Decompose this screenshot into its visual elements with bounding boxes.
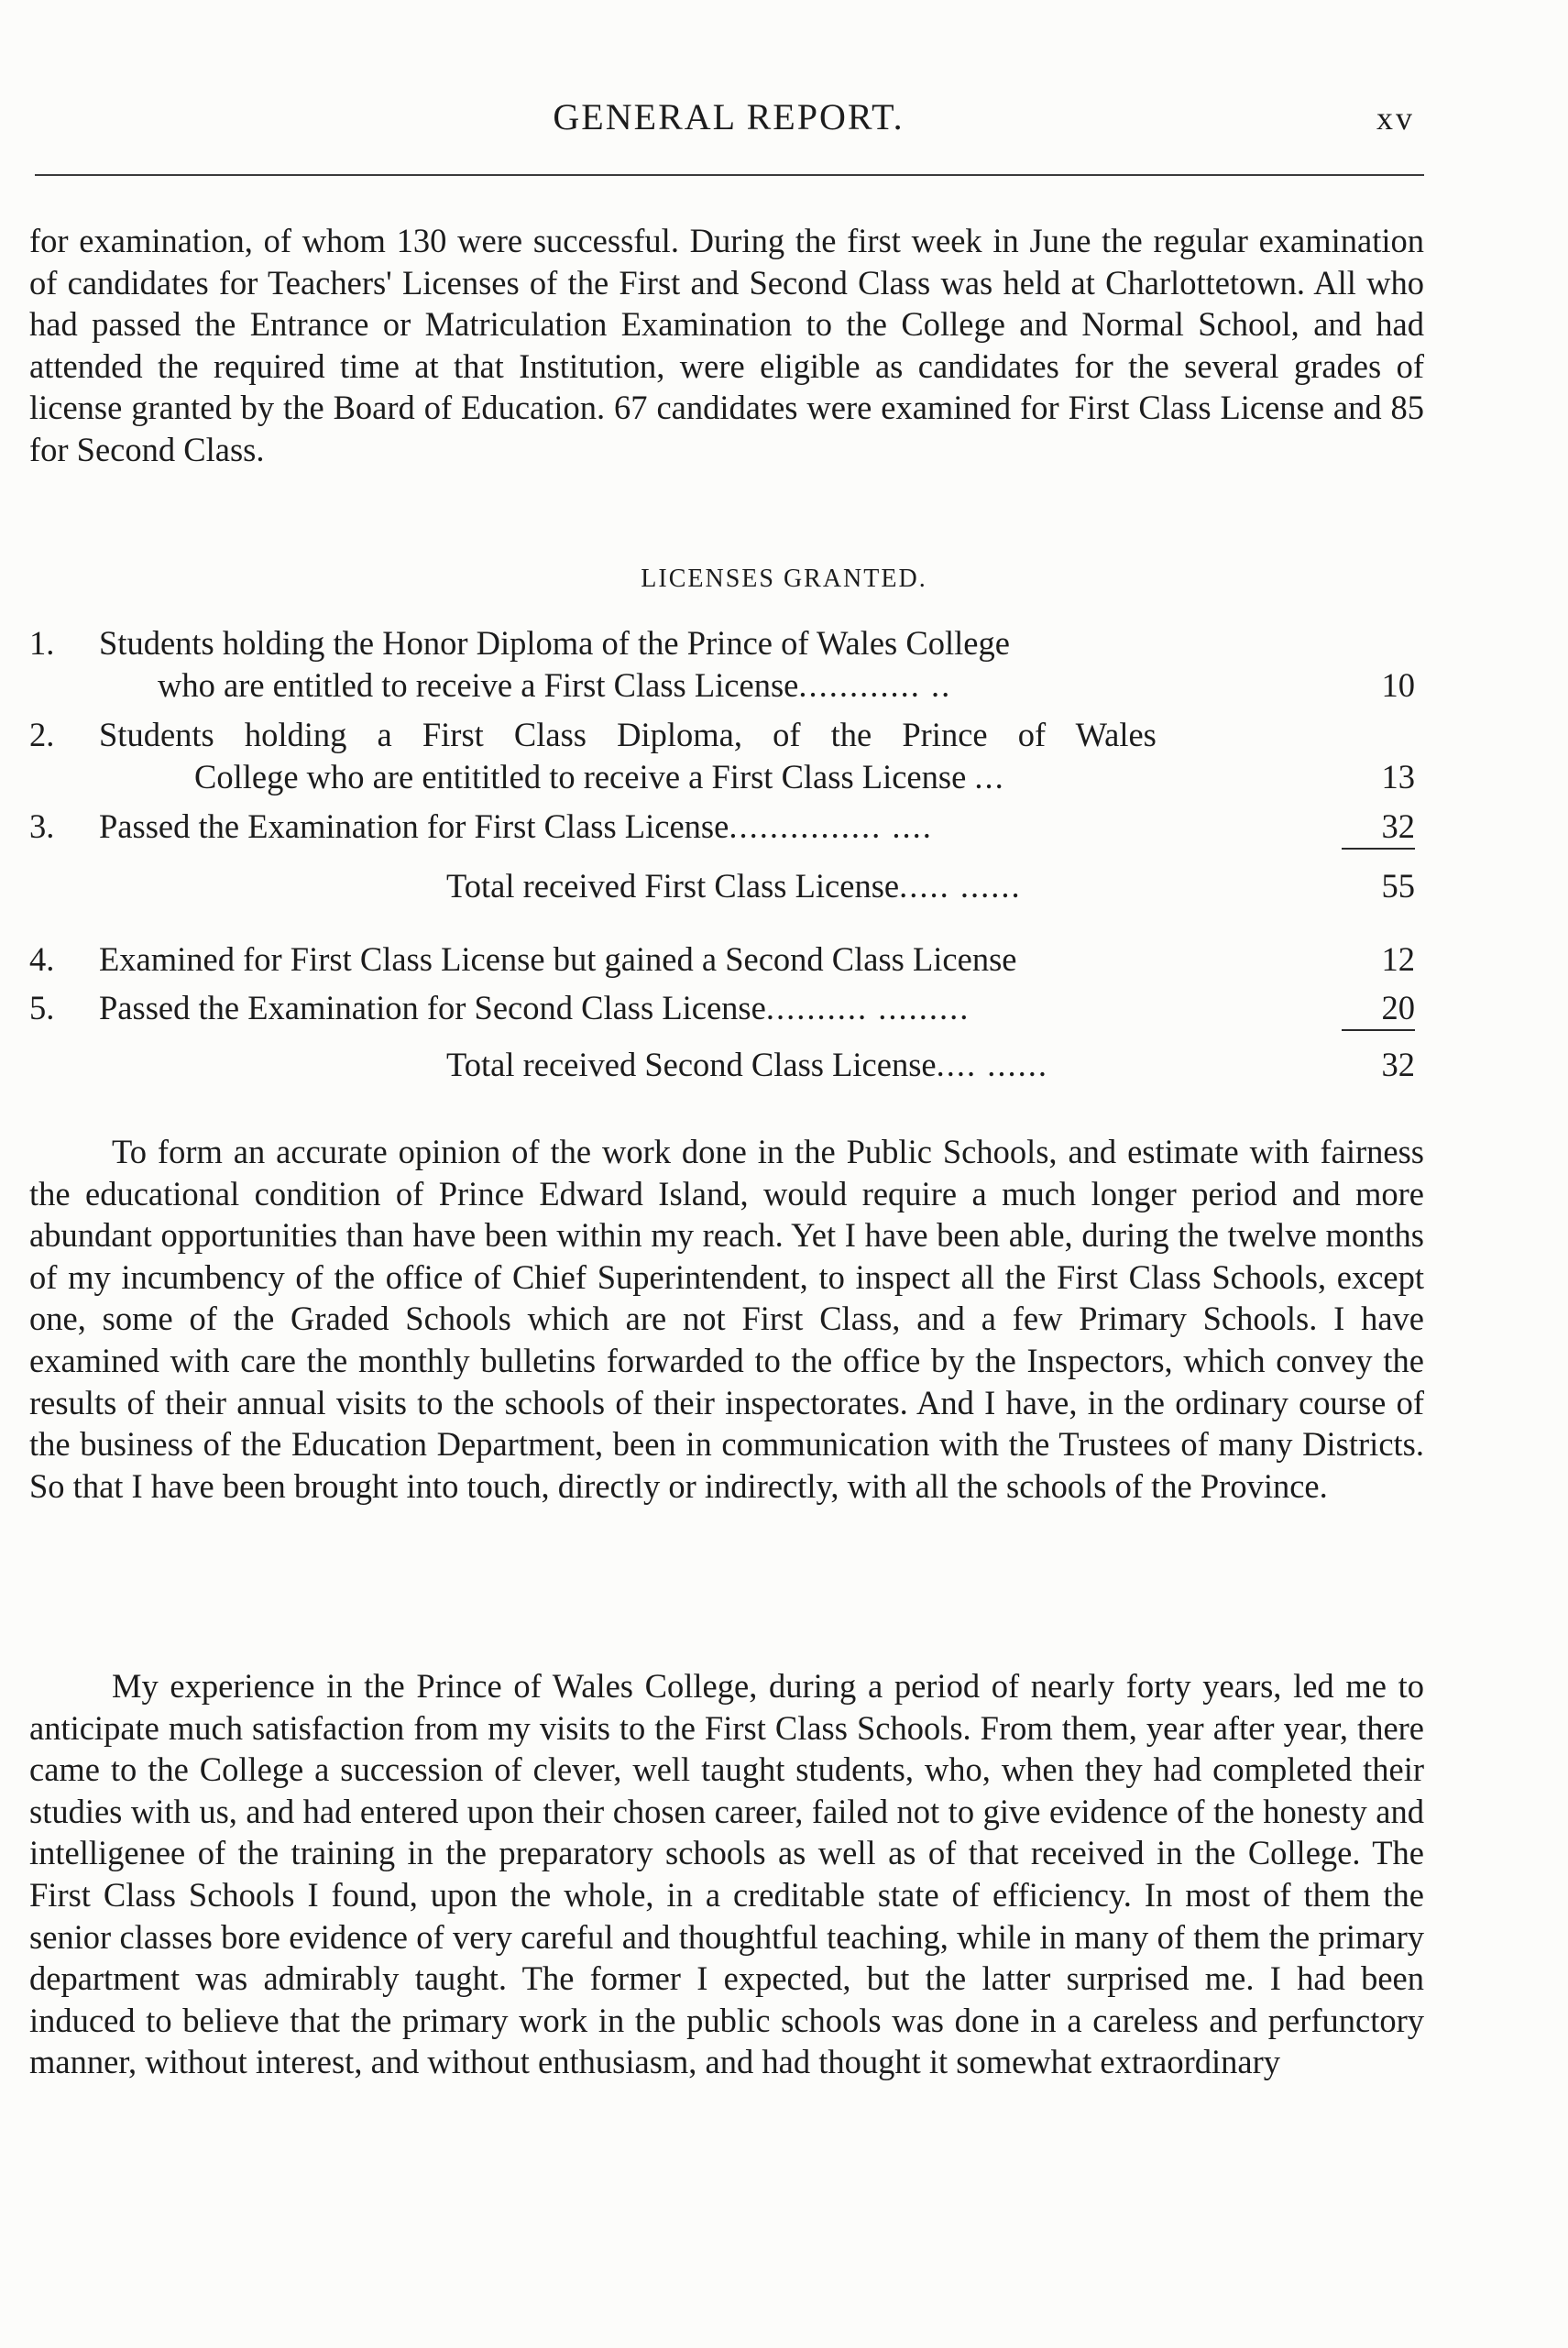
item-value: 12 (1381, 940, 1415, 978)
item-text-line1: Students holding a First Class Diploma, of the Prince of Wales (99, 716, 1157, 753)
item-value: 13 (1381, 758, 1415, 795)
leader-dots: ... (974, 758, 1005, 795)
item-number: 5. (29, 989, 55, 1026)
item-value: 32 (1342, 806, 1415, 850)
item-text-line1: Passed the Examination for First Class License (99, 807, 729, 845)
item-number: 1. (29, 624, 55, 662)
leader-dots: ..... ...... (899, 867, 1022, 905)
item-value: 20 (1342, 988, 1415, 1031)
page-number: xv (1376, 100, 1415, 137)
total-label: Total received First Class License (446, 867, 900, 905)
leader-dots: .... ...... (936, 1046, 1048, 1083)
leader-dots: .......... ......... (765, 989, 970, 1026)
paragraph-1: for examination, of whom 130 were successful. During the first week in June the regular examination of candidates for Teachers' Licenses of the First and Second Class was held at Charlottetown. All who had passed the Entrance or Matriculation Examination to the College and Normal School, and had attended the required time at that Institution, were eligible as candidates for the several grades of license granted by the Board of Education. 67 candidates were examined for First Class License and 85 for Second Class. (29, 222, 1424, 468)
item-text-line1: Students holding the Honor Diploma of the Prince of Wales College (99, 624, 1010, 662)
leader-dots: ............ .. (798, 666, 952, 704)
item-text-line1: Passed the Examination for Second Class License (99, 989, 766, 1026)
paragraph-2: To form an accurate opinion of the work done in the Public Schools, and estimate with fairness the educational condition of Prince Edward Island, would require a much longer period and more abundant opportunities than have been within my reach. Yet I have been able, during the twelve months of my incumbency of the office of Chief Superintendent, to inspect all the First Class Schools, except one, some of the Graded Schools which are not First Class, and a few Primary Schools. I have examined with care the monthly bulletins forwarded to the office by the Inspectors, which convey the results of their annual visits to the schools of their inspectorates. And I have, in the ordinary course of the business of the Education Department, been in communication with the Trustees of many Districts. So that I have been brought into touch, directly or indirectly, with all the schools of the Province. (29, 1133, 1424, 1505)
item-text-line2: who are entitled to receive a First Class License (158, 666, 799, 704)
total-value: 55 (1381, 867, 1415, 905)
item-number: 2. (29, 716, 55, 753)
paragraph-3: My experience in the Prince of Wales College, during a period of nearly forty years, led me to anticipate much satisfaction from my visits to the First Class Schools. From them, year after year, there came to the College a succession of clever, well taught students, who, when they had completed their studies with us, and had entered upon their chosen career, failed not to give evidence of the honesty and intelligenee of the training in the preparatory schools as well as of that received in the College. The First Class Schools I found, upon the whole, in a creditable state of efficiency. In most of them the senior classes bore evidence of very careful and thoughtful teaching, while in many of them the primary department was admirably taught. The former I expected, but the latter surprised me. I had been induced to believe that the primary work in the public schools was done in a careless and perfunctory manner, without interest, and without enthusiasm, and had thought it somewhat extraordinary (29, 1667, 1424, 2081)
total-label: Total received Second Class License (446, 1046, 937, 1083)
total-value: 32 (1381, 1046, 1415, 1083)
item-value: 10 (1381, 666, 1415, 704)
licenses-heading: LICENSES GRANTED. (641, 565, 927, 593)
page-header (31, 88, 1426, 152)
running-title: GENERAL REPORT. (553, 96, 905, 137)
item-text-line1: Examined for First Class License but gained a Second Class License (99, 940, 1017, 978)
leader-dots: ............... .... (729, 807, 933, 845)
item-text-line2: College who are entititled to receive a First Class License (194, 758, 967, 795)
header-rule (35, 174, 1424, 176)
item-number: 3. (29, 807, 55, 845)
item-number: 4. (29, 940, 55, 978)
